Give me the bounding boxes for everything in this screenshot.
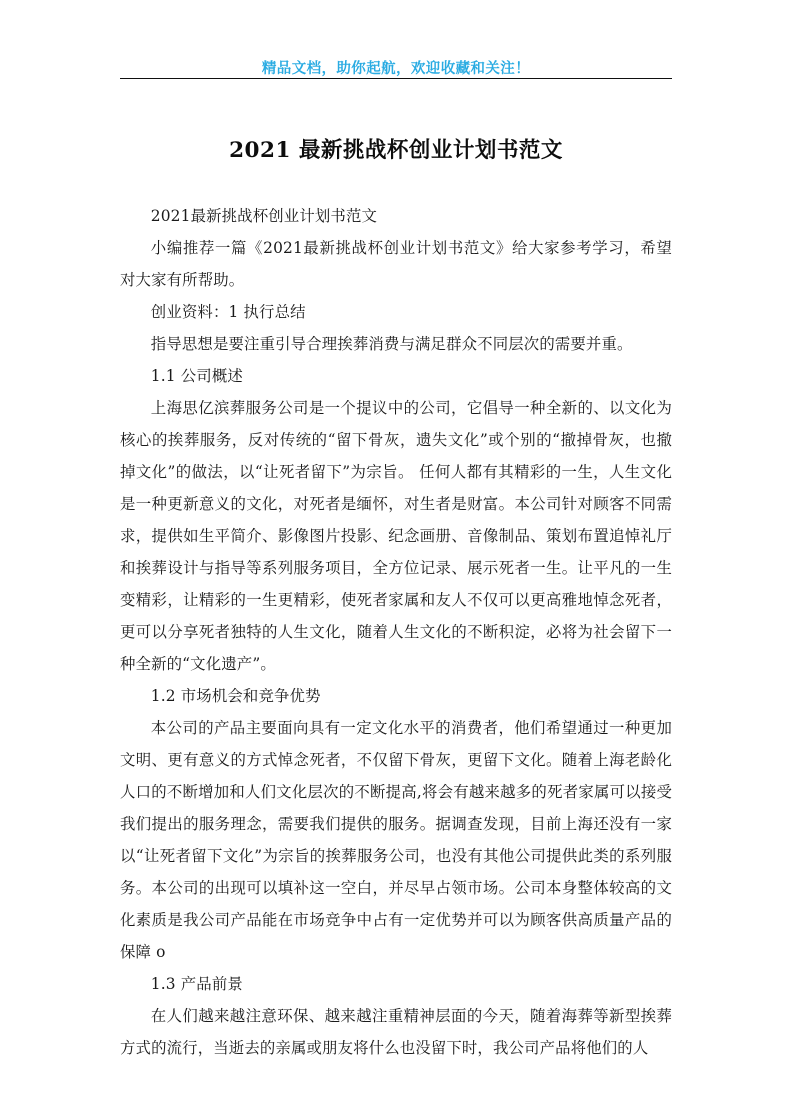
- section-heading: 1.3 产品前景: [150, 975, 243, 993]
- header-divider-rule: [120, 78, 672, 79]
- body-paragraph: 创业资料：1 执行总结: [150, 303, 306, 321]
- document-body: [120, 200, 672, 1064]
- body-paragraph: 上海思亿滨葬服务公司是一个提议中的公司，它倡导一种全新的、以文化为核心的挨葬服务，反对传统的“留下骨灰，遗失文化”或个别的“撤掉骨灰，也撤掉文化”的做法，以“让死者留下”为宗旨。 任何人都有其精彩的一生，人生文化是一种更新意义的文化，对死者是缅怀，对生者是财富。本公司针对顾客不同需求，提供如生平简介、影像图片投影、纪念画册、音像制品、策划布置追悼礼厅和挨葬设计与指导等系列服务项目，全方位记录、展示死者一生。让平凡的一生变精彩，让精彩的一生更精彩，使死者家属和友人不仅可以更高雅地悼念死者，更可以分享死者独特的人生文化，随着人生文化的不断积淀，必将为社会留下一种全新的“文化遗产”。: [120, 399, 672, 673]
- body-paragraph: 小编推荐一篇《2021最新挑战杯创业计划书范文》给大家参考学习，希望对大家有所帮助。: [120, 239, 672, 289]
- body-paragraph: 2021最新挑战杯创业计划书范文: [150, 207, 378, 225]
- document-title: 2021 最新挑战杯创业计划书范文: [229, 138, 563, 164]
- body-paragraph: 指导思想是要注重引导合理挨葬消费与满足群众不同层次的需要并重。: [150, 335, 633, 353]
- section-heading: 1.1 公司概述: [150, 367, 243, 385]
- body-paragraph: 本公司的产品主要面向具有一定文化水平的消费者，他们希望通过一种更加文明、更有意义的方式悼念死者，不仅留下骨灰，更留下文化。随着上海老龄化人口的不断增加和人们文化层次的不断提高,将会有越来越多的死者家属可以接受我们提出的服务理念，需要我们提供的服务。据调查发现，目前上海还没有一家以“让死者留下文化”为宗旨的挨葬服务公司，也没有其他公司提供此类的系列服务。本公司的出现可以填补这一空白，并尽早占领市场。公司本身整体较高的文化素质是我公司产品能在市场竞争中占有一定优势并可以为顾客供高质量产品的保障 o: [120, 719, 672, 961]
- body-paragraph: 在人们越来越注意环保、越来越注重精神层面的今天，随着海葬等新型挨葬方式的流行，当逝去的亲属或朋友将什么也没留下时，我公司产品将他们的人: [120, 1007, 672, 1057]
- document-header-banner: [0, 58, 792, 77]
- header-promo-text: 精品文档，助你起航，欢迎收藏和关注！: [261, 60, 531, 77]
- section-heading: 1.2 市场机会和竞争优势: [150, 687, 321, 705]
